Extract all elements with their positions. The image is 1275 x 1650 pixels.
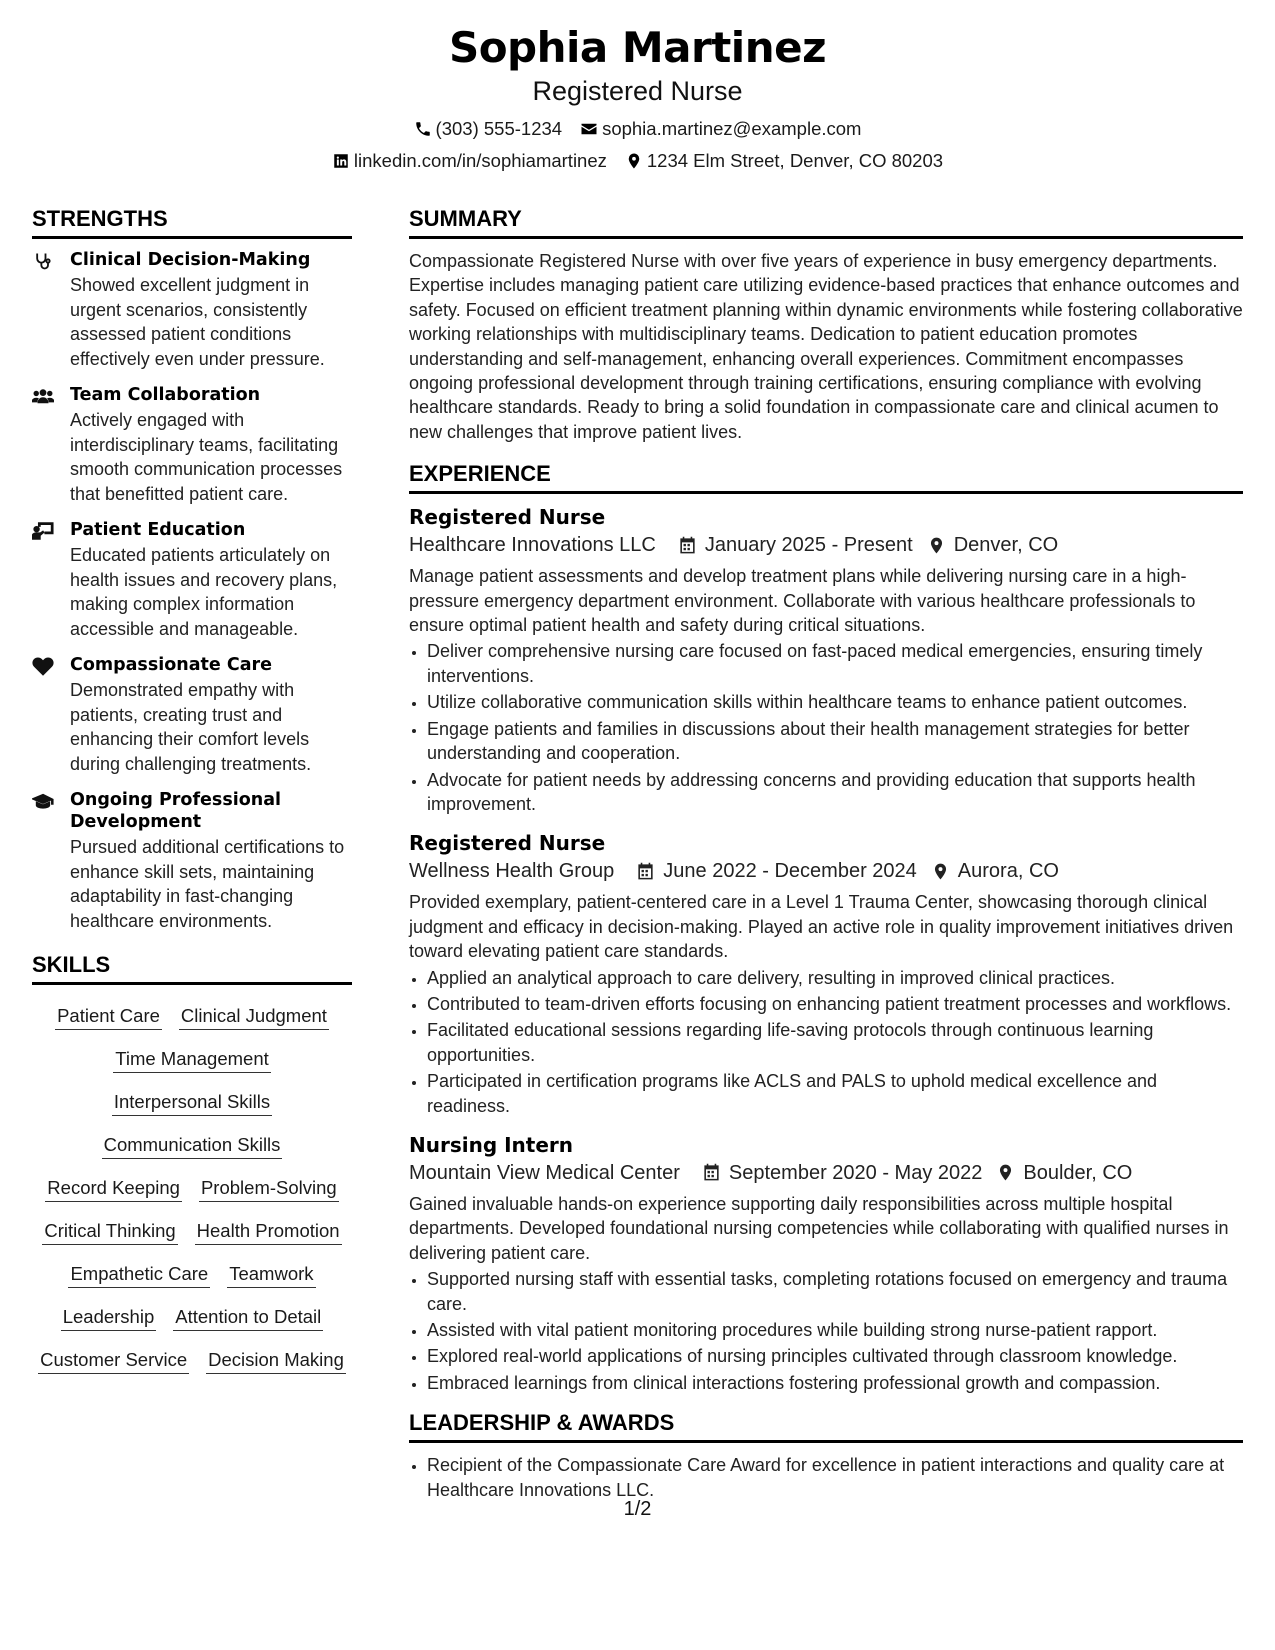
strength-title: Patient Education	[70, 520, 246, 540]
bullet-item: • Advocate for patient needs by addressing concerns and providing education that supports health improvement.	[427, 768, 1243, 817]
skills-list	[32, 999, 352, 1374]
heart-icon	[32, 656, 54, 676]
bullet-item: • Explored real-world applications of nursing principles cultivated through classroom knowledge.	[427, 1344, 1243, 1368]
bullet-item: • Assisted with vital patient monitoring procedures while building strong nurse-patient rapport.	[427, 1318, 1243, 1342]
strength-title: Ongoing Professional Development	[70, 790, 282, 832]
skill-row	[32, 1347, 352, 1374]
contact-row-2	[0, 150, 1275, 172]
contact-email[interactable]	[580, 118, 861, 140]
leadership-bullets	[409, 1453, 1243, 1502]
leadership-heading: LEADERSHIP & AWARDS	[409, 1409, 1243, 1443]
skill-tag: Attention to Detail	[173, 1304, 323, 1331]
bullet-item: • Participated in certification programs like ACLS and PALS to uphold medical excellence and readiness.	[427, 1069, 1243, 1118]
contact-address	[625, 150, 943, 172]
strength-desc: Pursued additional certifications to enhance skill sets, maintaining adaptability in fast-changing healthcare environments.	[70, 837, 345, 931]
skill-tag: Record Keeping	[45, 1175, 182, 1202]
bullet-item: • Engage patients and families in discussions about their health management strategies for better understanding and cooperation.	[427, 717, 1243, 766]
users-icon	[32, 386, 54, 406]
email-text[interactable]: sophia.martinez@example.com	[602, 118, 862, 139]
skill-row	[32, 1132, 352, 1159]
skill-tag: Patient Care	[55, 1003, 162, 1030]
job-meta	[409, 530, 1243, 560]
skill-tag: Problem-Solving	[199, 1175, 339, 1202]
bullet-item: • Applied an analytical approach to care delivery, resulting in improved clinical practices.	[427, 966, 1243, 990]
job-dates: January 2025 - Present	[704, 534, 913, 557]
bullet-item: • Supported nursing staff with essential tasks, completing rotations focused on emergency and trauma care.	[427, 1267, 1243, 1316]
skill-tag: Empathetic Care	[68, 1261, 210, 1288]
phone-text: (303) 555-1234	[435, 118, 563, 139]
bullet-item: • Facilitated educational sessions regarding life-saving protocols through continuous learning opportunities.	[427, 1018, 1243, 1067]
summary-text: Compassionate Registered Nurse with over five years of experience in busy emergency departments. Expertise includes managing patient care utilizing evidence-based practices that enhance outcomes and safety. Focused on efficient treatment planning within dynamic environments while fostering collaborative working relationships with multidisciplinary teams. Dedication to patient education promotes understanding and self-management, enhancing overall experiences. Commitment encompasses ongoing professional development through training certifications, ensuring compliance with evolving healthcare standards. Ready to bring a solid foundation in compassionate care and clinical acumen to new challenges that improve patient lives.	[409, 251, 1243, 442]
strength-item	[32, 384, 352, 506]
skill-tag: Decision Making	[206, 1347, 346, 1374]
job-location: Denver, CO	[953, 534, 1059, 557]
job-title: Nursing Intern	[409, 1132, 574, 1157]
left-column	[32, 205, 352, 1390]
summary-heading: SUMMARY	[409, 205, 1243, 239]
teacher-icon	[32, 521, 54, 541]
map-pin-icon	[927, 536, 946, 555]
skill-tag: Clinical Judgment	[179, 1003, 329, 1030]
strength-item	[32, 249, 352, 371]
skill-row	[32, 1175, 352, 1202]
job-meta	[409, 856, 1243, 886]
strength-desc: Educated patients articulately on health issues and recovery plans, making complex information accessible and manageable.	[70, 545, 338, 639]
skill-tag: Health Promotion	[195, 1218, 342, 1245]
phone-icon	[414, 120, 432, 138]
skill-tag: Leadership	[61, 1304, 157, 1331]
envelope-icon	[580, 120, 598, 138]
job-bullets	[409, 639, 1243, 816]
bullet-item: • Utilize collaborative communication skills within healthcare teams to enhance patient outcomes.	[427, 690, 1243, 714]
skills-heading: SKILLS	[32, 951, 352, 985]
skill-row	[32, 1089, 352, 1116]
job-company: Healthcare Innovations LLC	[409, 534, 656, 557]
contact-row-1	[0, 118, 1275, 140]
skill-row	[32, 1218, 352, 1245]
job-dates: June 2022 - December 2024	[663, 860, 917, 883]
calendar-icon	[678, 536, 697, 555]
skill-tag: Critical Thinking	[42, 1218, 177, 1245]
strength-item	[32, 519, 352, 641]
job-bullets	[409, 1267, 1243, 1395]
job-location: Boulder, CO	[1023, 1161, 1133, 1184]
bullet-item: • Contributed to team-driven efforts focusing on enhancing patient treatment processes and workflows.	[427, 992, 1243, 1016]
contact-linkedin[interactable]	[332, 150, 607, 172]
skill-tag: Teamwork	[227, 1261, 315, 1288]
map-pin-icon	[625, 152, 643, 170]
stethoscope-icon	[32, 251, 54, 271]
strength-title: Compassionate Care	[70, 655, 273, 675]
skill-row	[32, 1003, 352, 1030]
skill-tag: Time Management	[113, 1046, 271, 1073]
bullet-item: • Deliver comprehensive nursing care focused on fast-paced medical emergencies, ensuring timely interventions.	[427, 639, 1243, 688]
bullet-item: • Recipient of the Compassionate Care Award for excellence in patient interactions and quality care at Healthcare Innovations LLC.	[427, 1453, 1243, 1502]
job-entry	[409, 830, 1243, 1118]
bullet-item: • Embraced learnings from clinical interactions fostering professional growth and compassion.	[427, 1371, 1243, 1395]
strength-title: Clinical Decision-Making	[70, 250, 311, 270]
strength-title: Team Collaboration	[70, 385, 261, 405]
strength-item	[32, 789, 352, 933]
job-description: Manage patient assessments and develop treatment plans while delivering nursing care in a high-pressure emergency department environment. Collaborate with various healthcare professionals to ensure optimal patient health and safety during critical situations.	[409, 566, 1196, 636]
skill-tag: Customer Service	[38, 1347, 189, 1374]
job-company: Wellness Health Group	[409, 860, 615, 883]
resume-header	[0, 0, 1275, 172]
skill-tag: Interpersonal Skills	[112, 1089, 272, 1116]
job-title: Registered Nurse	[409, 831, 606, 856]
map-pin-icon	[996, 1163, 1015, 1182]
job-company: Mountain View Medical Center	[409, 1161, 680, 1184]
contact-phone	[414, 118, 563, 140]
strengths-heading: STRENGTHS	[32, 205, 352, 239]
job-description: Provided exemplary, patient-centered care in a Level 1 Trauma Center, showcasing thorough clinical judgment and efficacy in decision-making. Played an active role in quality improvement initiatives driven toward elevating patient care standards.	[409, 892, 1234, 962]
strength-desc: Actively engaged with interdisciplinary teams, facilitating smooth communication processes that benefitted patient care.	[70, 410, 343, 504]
map-pin-icon	[931, 862, 950, 881]
experience-heading: EXPERIENCE	[409, 460, 1243, 494]
skill-row	[32, 1261, 352, 1288]
candidate-name: Sophia Martinez	[448, 23, 827, 72]
strength-item	[32, 654, 352, 776]
address-text: 1234 Elm Street, Denver, CO 80203	[646, 150, 944, 171]
calendar-icon	[636, 862, 655, 881]
job-bullets	[409, 966, 1243, 1118]
job-entry	[409, 504, 1243, 816]
linkedin-text[interactable]: linkedin.com/in/sophiamartinez	[353, 150, 607, 171]
skill-row	[32, 1046, 352, 1073]
right-column	[409, 205, 1243, 1502]
job-meta	[409, 1158, 1243, 1188]
candidate-role: Registered Nurse	[532, 76, 743, 106]
job-entry	[409, 1132, 1243, 1395]
graduation-cap-icon	[32, 791, 54, 811]
skill-row	[32, 1304, 352, 1331]
job-title: Registered Nurse	[409, 505, 606, 530]
strength-desc: Showed excellent judgment in urgent scenarios, consistently assessed patient conditions effectively even under pressure.	[70, 275, 325, 369]
job-description: Gained invaluable hands-on experience supporting daily responsibilities across multiple hospital departments. Developed foundational nursing competencies while collaborating with qualified nurses in delivering patient care.	[409, 1193, 1229, 1263]
linkedin-icon	[332, 152, 350, 170]
job-dates: September 2020 - May 2022	[728, 1161, 983, 1184]
calendar-icon	[702, 1163, 721, 1182]
strength-desc: Demonstrated empathy with patients, creating trust and enhancing their comfort levels during challenging treatments.	[70, 680, 312, 774]
page-number: 1/2	[623, 1498, 652, 1520]
job-location: Aurora, CO	[957, 860, 1059, 883]
skill-tag: Communication Skills	[102, 1132, 283, 1159]
